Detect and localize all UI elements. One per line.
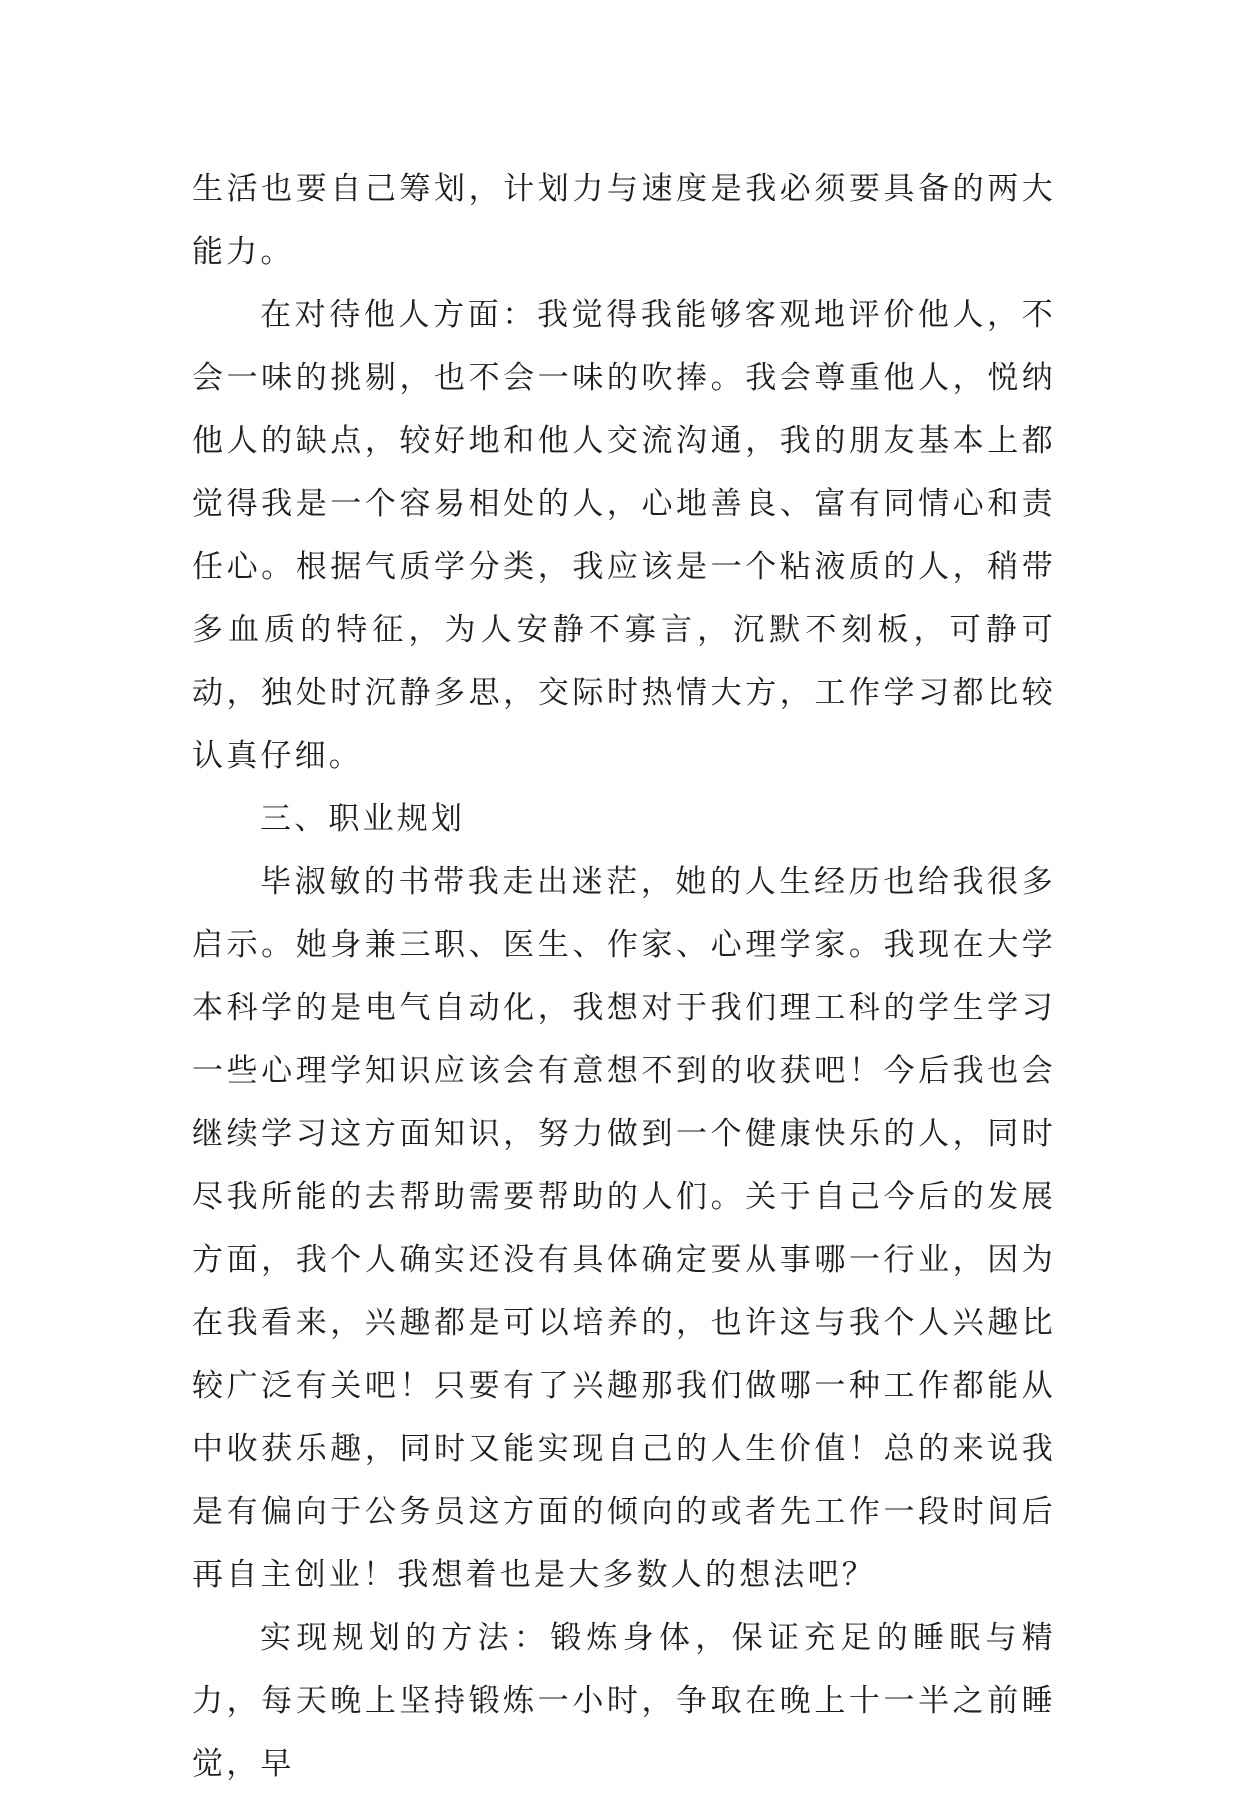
paragraph-career-planning: 毕淑敏的书带我走出迷茫，她的人生经历也给我很多启示。她身兼三职、医生、作家、心理学家。我现在大学本科学的是电气自动化，我想对于我们理工科的学生学习一些心理学知识应该会有意想不到的收获吧！今后我也会继续学习这方面知识，努力做到一个健康快乐的人，同时尽我所能的去帮助需要帮助的人们。关于自己今后的发展方面，我个人确实还没有具体确定要从事哪一行业，因为在我看来，兴趣都是可以培养的，也许这与我个人兴趣比较广泛有关吧！只要有了兴趣那我们做哪一种工作都能从中收获乐趣，同时又能实现自己的人生价值！总的来说我是有偏向于公务员这方面的倾向的或者先工作一段时间后再自主创业！我想着也是大多数人的想法吧？ <box>192 864 1056 1593</box>
section-heading-career-planning: 三、职业规划 <box>260 801 466 837</box>
paragraph-treating-others: 在对待他人方面：我觉得我能够客观地评价他人，不会一味的挑剔，也不会一味的吹捧。我会尊重他人，悦纳他人的缺点，较好地和他人交流沟通，我的朋友基本上都觉得我是一个容易相处的人，心地善良、富有同情心和责任心。根据气质学分类，我应该是一个粘液质的人，稍带多血质的特征，为人安静不寡言，沉默不刻板，可静可动，独处时沉静多思，交际时热情大方，工作学习都比较认真仔细。 <box>192 297 1056 774</box>
paragraph-planning-methods: 实现规划的方法：锻炼身体，保证充足的睡眠与精力，每天晚上坚持锻炼一小时，争取在晚上十一半之前睡觉，早 <box>192 1620 1056 1782</box>
document-body <box>192 158 1056 1796</box>
paragraph-continuation: 生活也要自己筹划，计划力与速度是我必须要具备的两大能力。 <box>192 171 1056 270</box>
